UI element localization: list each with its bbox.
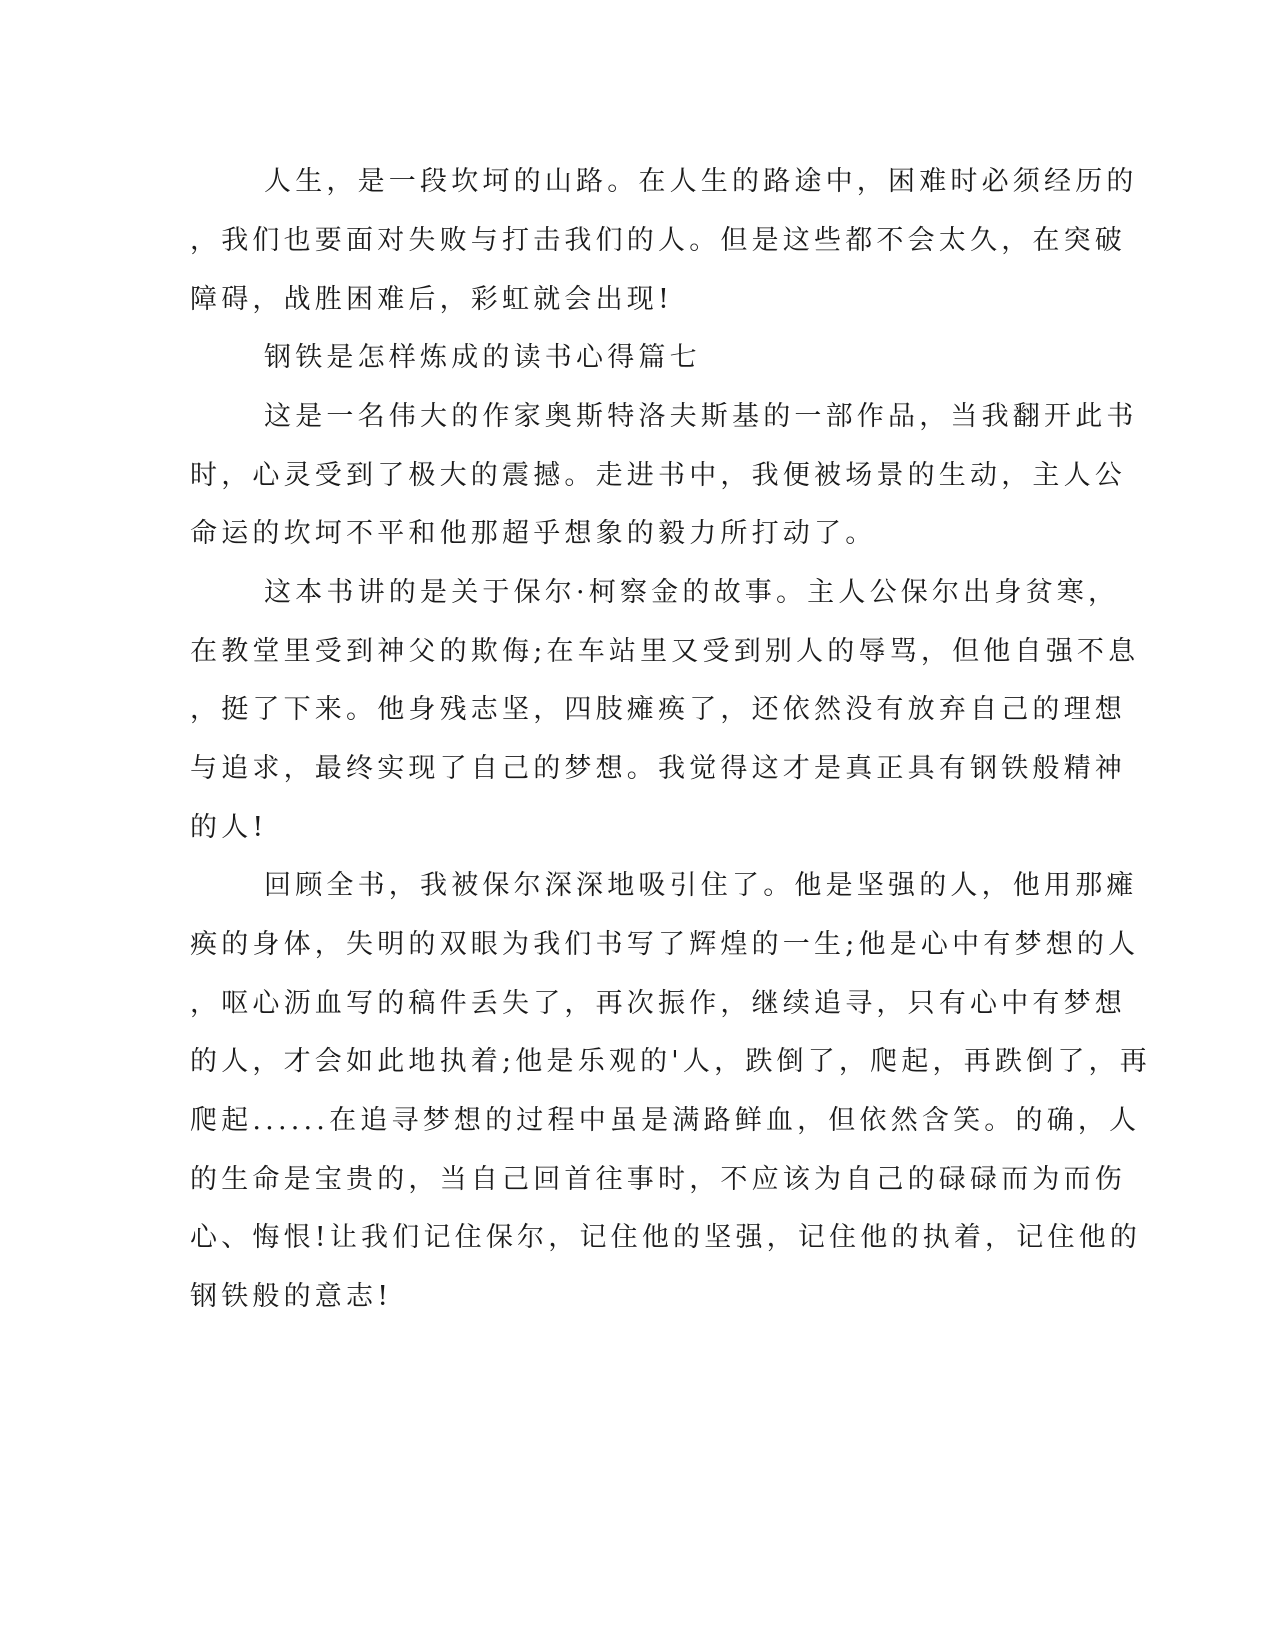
section-heading: 钢铁是怎样炼成的读书心得篇七 — [264, 342, 701, 373]
paragraph-line: 心、悔恨!让我们记住保尔，记住他的坚强，记住他的执着，记住他的 — [190, 1222, 1142, 1253]
paragraph-line: 命运的坎坷不平和他那超乎想象的毅力所打动了。 — [190, 518, 877, 549]
paragraph-line: 这是一名伟大的作家奥斯特洛夫斯基的一部作品，当我翻开此书 — [264, 401, 1138, 432]
paragraph-line: 的生命是宝贵的，当自己回首往事时，不应该为自己的碌碌而为而伤 — [190, 1164, 1126, 1195]
paragraph-line: ，呕心沥血写的稿件丢失了，再次振作，继续追寻，只有心中有梦想 — [190, 988, 1126, 1019]
paragraph-line: 的人! — [190, 812, 268, 843]
paragraph-line: ，挺了下来。他身残志坚，四肢瘫痪了，还依然没有放弃自己的理想 — [190, 694, 1126, 725]
paragraph-line: 在教堂里受到神父的欺侮;在车站里又受到别人的辱骂，但他自强不息 — [190, 636, 1140, 667]
paragraph-line: ，我们也要面对失败与打击我们的人。但是这些都不会太久，在突破 — [190, 225, 1126, 256]
paragraph-line: 的人，才会如此地执着;他是乐观的'人，跌倒了，爬起，再跌倒了，再 — [190, 1046, 1151, 1077]
paragraph-line: 人生，是一段坎坷的山路。在人生的路途中，困难时必须经历的 — [264, 166, 1138, 197]
paragraph-line: 这本书讲的是关于保尔·柯察金的故事。主人公保尔出身贫寒， — [264, 577, 1120, 608]
paragraph-line: 时，心灵受到了极大的震撼。走进书中，我便被场景的生动，主人公 — [190, 460, 1126, 491]
paragraph-line: 障碍，战胜困难后，彩虹就会出现! — [190, 284, 674, 315]
paragraph-line: 回顾全书，我被保尔深深地吸引住了。他是坚强的人，他用那瘫 — [264, 870, 1138, 901]
paragraph-line: 痪的身体，失明的双眼为我们书写了辉煌的一生;他是心中有梦想的人 — [190, 929, 1140, 960]
paragraph-line: 爬起......在追寻梦想的过程中虽是满路鲜血，但依然含笑。的确，人 — [190, 1105, 1141, 1136]
paragraph-line: 与追求，最终实现了自己的梦想。我觉得这才是真正具有钢铁般精神 — [190, 753, 1126, 784]
paragraph-line: 钢铁般的意志! — [190, 1281, 393, 1312]
